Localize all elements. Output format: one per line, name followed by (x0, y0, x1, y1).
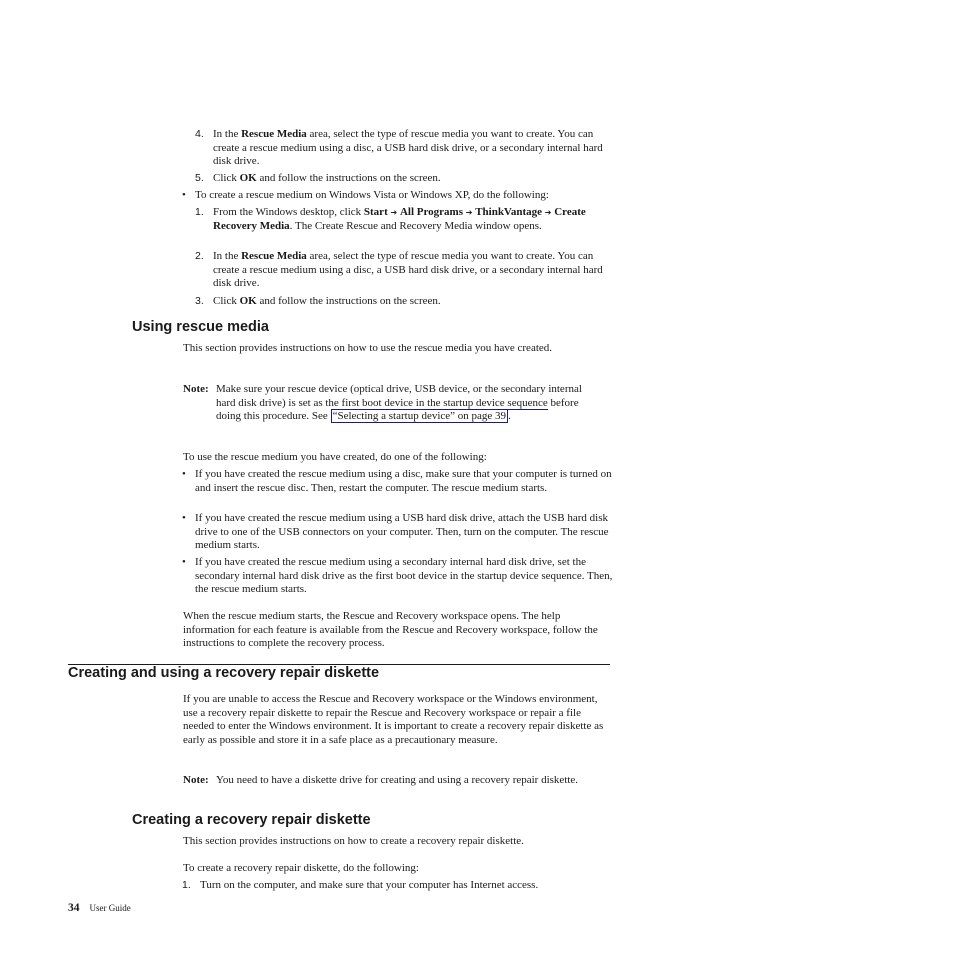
bullet-secondary-drive (182, 556, 614, 597)
step-text: Click OK and follow the instructions on the screen. (213, 295, 441, 307)
bullet-text: If you have created the rescue medium using a secondary internal hard disk drive, set the secondary internal hard disk drive as the first boot device in the startup device sequence. Then, the rescue medium starts. (195, 556, 613, 596)
page-number: 34 (68, 902, 80, 914)
step-text: From the Windows desktop, click Start ➔ All Programs ➔ ThinkVantage ➔ Create Recovery Media. The Create Rescue and Recovery Media window opens. (213, 206, 586, 232)
note-text: Make sure your rescue device (optical drive, USB device, or the secondary internal hard disk drive) is set as the first boot device in the startup device sequence before doing this procedure. See “Selecting a startup device” on page 39 . (216, 383, 582, 423)
bullet-disc (182, 468, 614, 495)
page-footer (68, 902, 131, 916)
note-startup-device (183, 383, 603, 424)
arrow-icon: ➔ (390, 208, 398, 217)
using-rescue-closing: When the rescue medium starts, the Rescue and Recovery workspace opens. The help information for each feature is available from the Rescue and Recovery workspace, follow the instructions to complete the recovery process. (183, 610, 598, 650)
section-heading-recovery-diskette: Creating and using a recovery repair diskette (68, 665, 380, 681)
step-text: In the Rescue Media area, select the type of rescue media you want to create. You can create a rescue medium using a disc, a USB hard disk drive, or a secondary internal hard disk drive. (213, 250, 603, 290)
note-label: Note: (183, 383, 209, 395)
step-number: 4. (195, 128, 204, 140)
step-number: 3. (195, 295, 204, 307)
bullet-usb (182, 512, 614, 553)
bullet-vista (182, 189, 614, 203)
note-text: You need to have a diskette drive for creating and using a recovery repair diskette. (216, 774, 579, 786)
use-rescue-intro: To use the rescue medium you have created, do one of the following: (183, 451, 487, 463)
using-rescue-intro: This section provides instructions on how to use the rescue media you have created. (183, 342, 553, 354)
bullet-mark: • (182, 512, 186, 524)
create-diskette-step-1 (182, 879, 614, 893)
create-diskette-todo: To create a recovery repair diskette, do the following: (183, 862, 419, 874)
boot-device-sequence-link[interactable]: boot device in the startup device sequence (362, 396, 548, 409)
step-number: 1. (182, 879, 191, 891)
bullet-mark: • (182, 556, 186, 568)
bullet-mark: • (182, 189, 186, 201)
step-4 (195, 128, 615, 169)
bullet-mark: • (182, 468, 186, 480)
section-heading-using-rescue-media: Using rescue media (132, 319, 269, 335)
selecting-startup-device-link[interactable]: “Selecting a startup device” on page 39 (332, 410, 507, 423)
step-3-vista (195, 295, 615, 309)
arrow-icon: ➔ (465, 208, 473, 217)
step-text: In the Rescue Media area, select the type of rescue media you want to create. You can create a rescue medium using a disc, a USB hard disk drive, or a secondary internal hard disk drive. (213, 128, 603, 168)
step-text: Turn on the computer, and make sure that your computer has Internet access. (200, 879, 539, 891)
step-1-vista (195, 206, 615, 233)
arrow-icon: ➔ (544, 208, 552, 217)
bullet-text: To create a rescue medium on Windows Vista or Windows XP, do the following: (195, 189, 549, 201)
section-heading-create-diskette: Creating a recovery repair diskette (132, 812, 371, 828)
step-2-vista (195, 250, 615, 291)
bullet-text: If you have created the rescue medium using a USB hard disk drive, attach the USB hard disk drive to one of the USB connectors on your computer. Then, turn on the computer. The rescue medium starts. (195, 512, 609, 552)
step-5 (195, 172, 615, 186)
step-text: Click OK and follow the instructions on the screen. (213, 172, 441, 184)
bullet-text: If you have created the rescue medium using a disc, make sure that your computer is turned on and insert the rescue disc. Then, restart the computer. The rescue medium starts. (195, 468, 612, 494)
note-label: Note: (183, 774, 209, 786)
diskette-intro: If you are unable to access the Rescue and Recovery workspace or the Windows environment, use a recovery repair diskette to repair the Rescue and Recovery workspace or repair a file needed to enter the Windows environment. It is important to create a recovery repair diskette as early as possible and store it in a safe place as a precautionary measure. (183, 693, 604, 746)
step-number: 5. (195, 172, 204, 184)
step-number: 2. (195, 250, 204, 262)
note-diskette-drive (183, 774, 603, 788)
footer-guide-title: User Guide (89, 903, 131, 913)
create-diskette-intro: This section provides instructions on how to create a recovery repair diskette. (183, 835, 524, 847)
step-number: 1. (195, 206, 204, 218)
